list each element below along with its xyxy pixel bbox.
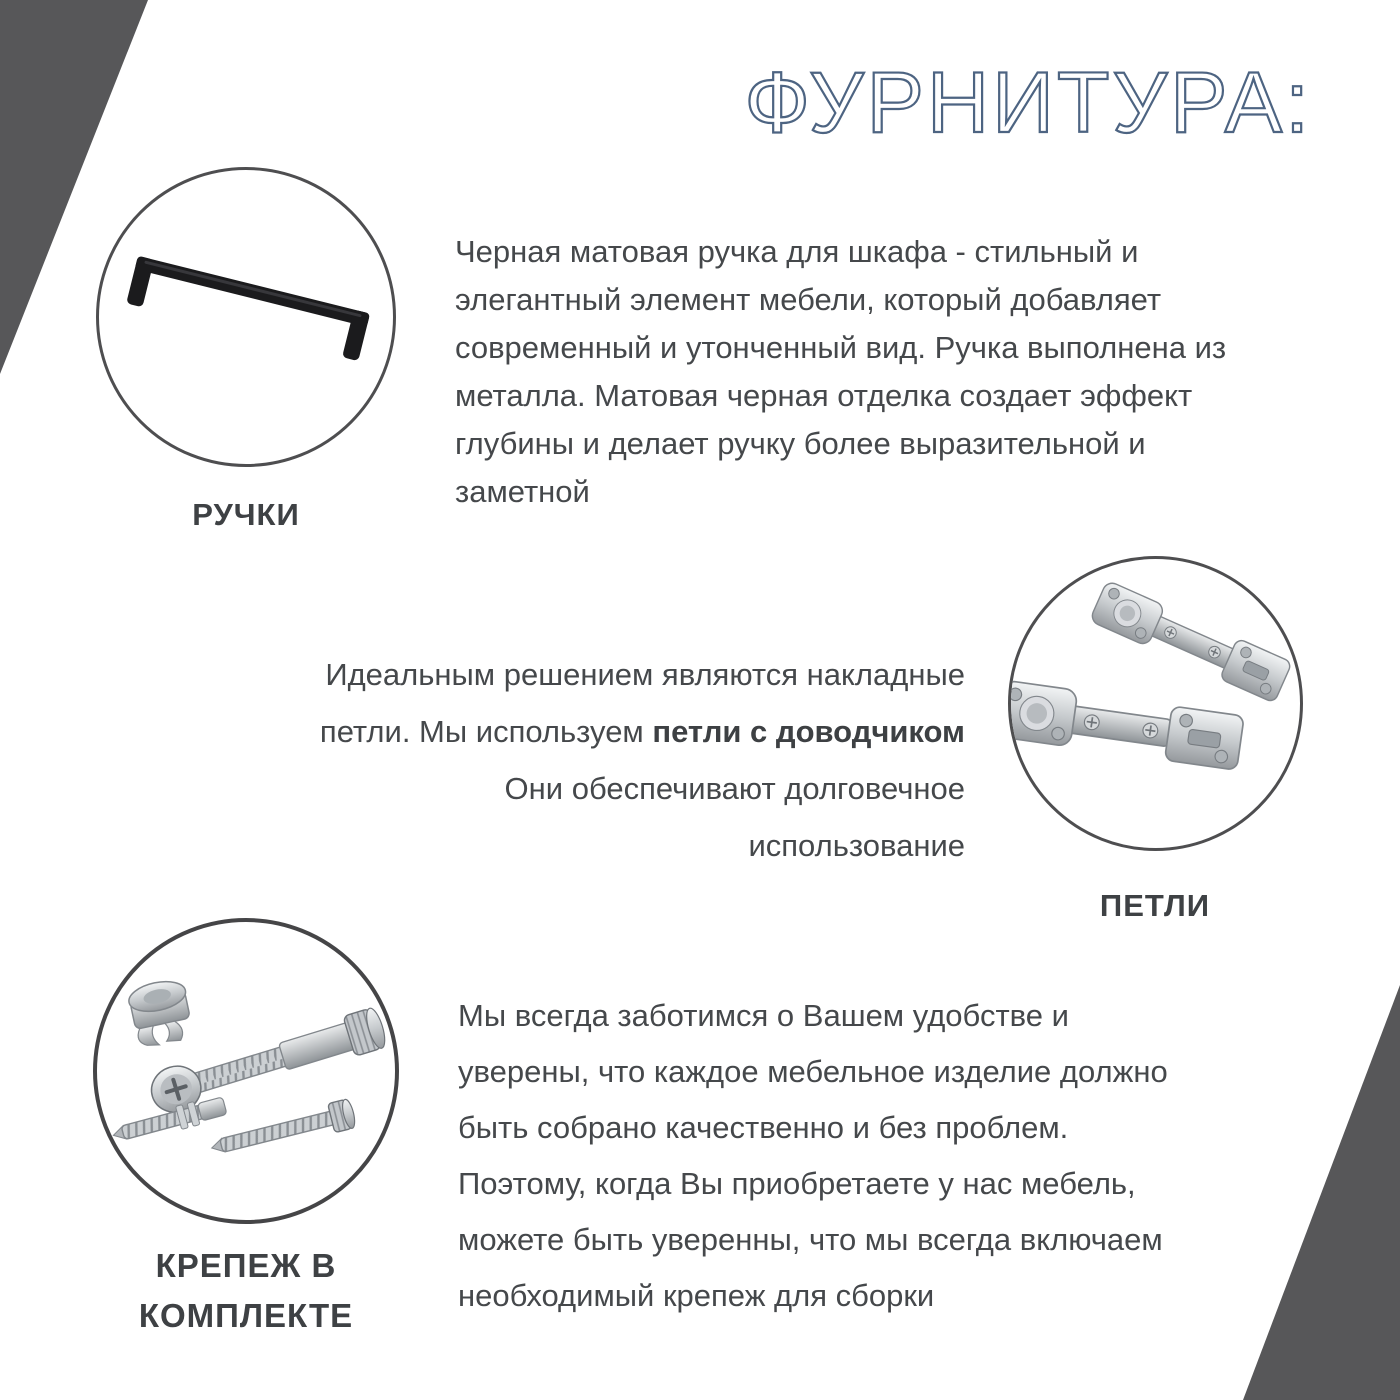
text-line: Они обеспечивают долговечное [504, 771, 965, 806]
text-line: заметной [455, 474, 590, 509]
page-title: ФУРНИТУРА: [744, 55, 1312, 151]
text-line: Поэтому, когда Вы приобретаете у нас мебель, [458, 1166, 1136, 1201]
hinge-top [1089, 580, 1292, 703]
text-line: необходимый крепеж для сборки [458, 1278, 935, 1313]
fasteners-label-line: КРЕПЕЖ В [155, 1247, 337, 1284]
euro-screw [208, 1098, 357, 1162]
connecting-bolt [146, 1004, 389, 1118]
hinges-label: ПЕТЛИ [1099, 888, 1211, 923]
fasteners-label [90, 1241, 402, 1341]
text-line: Мы всегда заботимся о Вашем удобстве и [458, 998, 1069, 1033]
text-line: металла. Матовая черная отделка создает эффект [455, 378, 1193, 413]
text-line: современный и утонченный вид. Ручка выполнена из [455, 330, 1227, 365]
hinge-bottom [1011, 680, 1245, 770]
hinges-description [250, 646, 965, 874]
handle-photo-circle [96, 167, 396, 467]
cam-lock [126, 977, 195, 1049]
black-cabinet-handle-image [99, 170, 393, 464]
text-segment-bold: петли с доводчиком [652, 714, 965, 749]
text-line: Черная матовая ручка для шкафа - стильный и [455, 234, 1139, 269]
fasteners-description [458, 988, 1168, 1324]
soft-close-hinges-image [1011, 559, 1300, 848]
text-line: глубины и делает ручку более выразительной и [455, 426, 1146, 461]
text-segment: петли. Мы используем [319, 714, 653, 749]
fasteners-photo-circle [93, 918, 399, 1224]
text-line: использование [748, 828, 965, 863]
handles-description [455, 228, 1226, 516]
fasteners-label-line: КОМПЛЕКТЕ [138, 1297, 354, 1334]
corner-decoration-bottom-right [1243, 985, 1400, 1400]
text-line: можете быть уверенны, что мы всегда включаем [458, 1222, 1163, 1257]
hinges-photo-circle [1008, 556, 1303, 851]
text-line: быть собрано качественно и без проблем. [458, 1110, 1069, 1145]
handles-label: РУЧКИ [192, 497, 300, 532]
text-line: элегантный элемент мебели, который добавляет [455, 282, 1162, 317]
text-line: уверены, что каждое мебельное изделие должно [458, 1054, 1168, 1089]
assembly-fasteners-image [97, 922, 395, 1220]
text-line [250, 703, 965, 760]
text-line: Идеальным решением являются накладные [325, 657, 965, 692]
